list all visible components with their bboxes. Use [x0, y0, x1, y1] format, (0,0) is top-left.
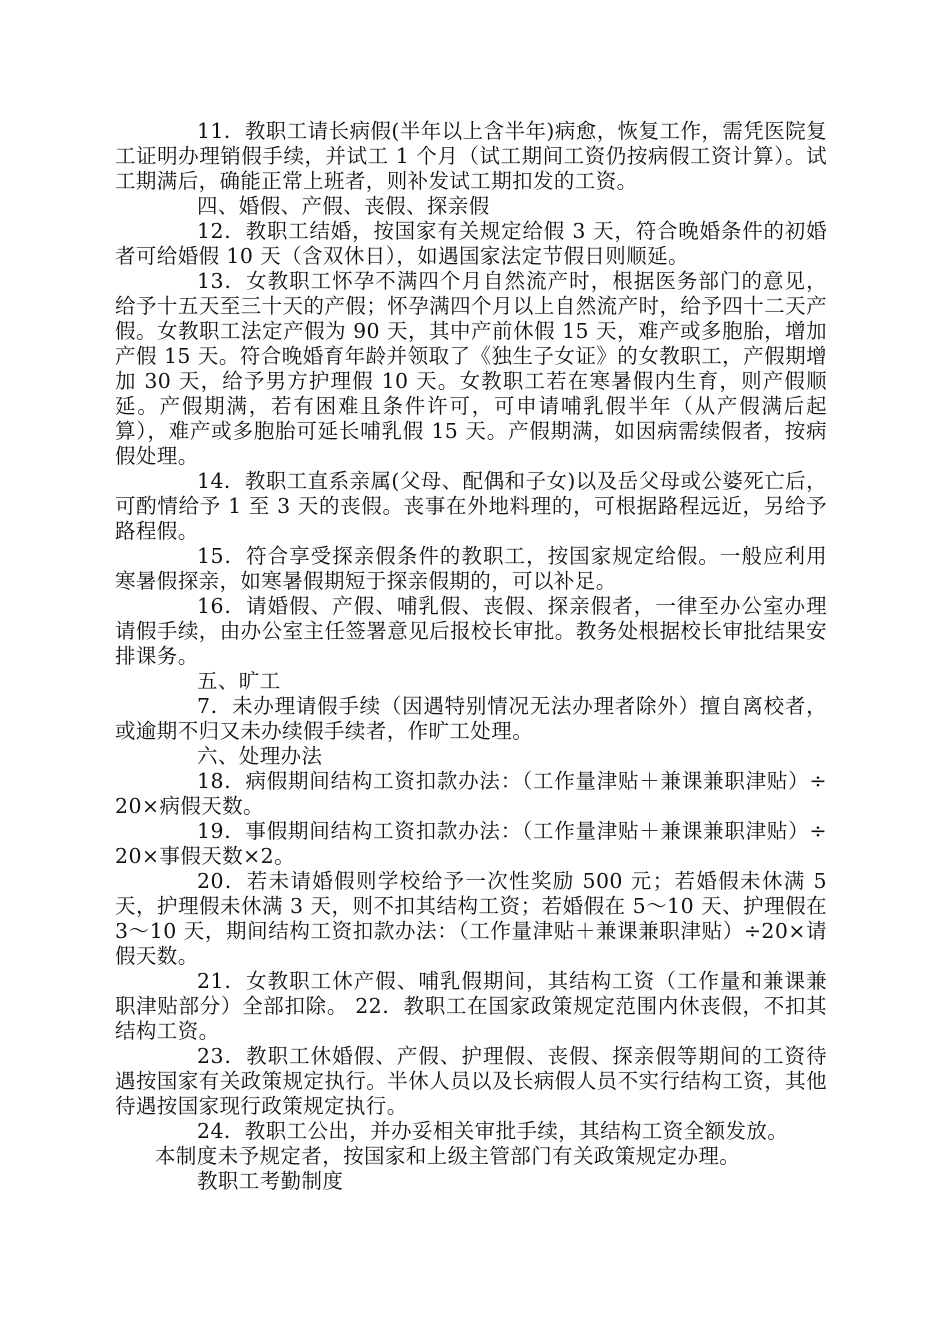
paragraph-23: 23．教职工休婚假、产假、护理假、丧假、探亲假等期间的工资待遇按国家有关政策规定执行。半休人员以及长病假人员不实行结构工资，其他待遇按国家现行政策规定执行。 [115, 1044, 827, 1118]
paragraph-16: 16．请婚假、产假、哺乳假、丧假、探亲假者，一律至办公室办理请假手续，由办公室主任签署意见后报校长审批。教务处根据校长审批结果安排课务。 [115, 594, 827, 668]
closing-note: 本制度未予规定者，按国家和上级主管部门有关政策规定办理。 [155, 1144, 741, 1168]
paragraph-13: 13．女教职工怀孕不满四个月自然流产时，根据医务部门的意见，给予十五天至三十天的产假；怀孕满四个月以上自然流产时，给予四十二天产假。女教职工法定产假为 90 天，其中产前休假 15 天，难产或多胞胎，增加产假 15 天。符合晚婚育年龄并领取了《独生子女证》的女教职工，产假期增加 30 天，给予男方护理假 10 天。女教职工若在寒暑假内生育，则产假顺延。产假期满，若有困难且条件许可，可申请哺乳假半年（从产假满后起算），难产或多胞胎可延长哺乳假 15 天。产假期满，如因病需续假者，按病假处理。 [115, 269, 827, 468]
paragraph-24: 24．教职工公出，并办妥相关审批手续，其结构工资全额发放。 [197, 1119, 789, 1143]
paragraph-7: 7．未办理请假手续（因遇特别情况无法办理者除外）擅自离校者，或逾期不归又未办续假手续者，作旷工处理。 [115, 694, 827, 743]
section-heading-leave: 四、婚假、产假、丧假、探亲假 [197, 194, 490, 218]
paragraph-15: 15．符合享受探亲假条件的教职工，按国家规定给假。一般应利用寒暑假探亲，如寒暑假期短于探亲假期的，可以补足。 [115, 544, 827, 593]
section-heading-absence: 五、旷工 [197, 669, 281, 693]
document-page [115, 119, 827, 1194]
paragraph-11: 11．教职工请长病假(半年以上含半年)病愈，恢复工作，需凭医院复工证明办理销假手续，并试工 1 个月（试工期间工资仍按病假工资计算）。试工期满后，确能正常上班者，则补发试工期扣发的工资。 [115, 119, 827, 193]
paragraph-12: 12．教职工结婚，按国家有关规定给假 3 天，符合晚婚条件的初婚者可给婚假 10 天（含双休日），如遇国家法定节假日则顺延。 [115, 219, 827, 268]
paragraph-20: 20．若未请婚假则学校给予一次性奖励 500 元；若婚假未休满 5 天，护理假未休满 3 天，则不扣其结构工资；若婚假在 5～10 天、护理假在 3～10 天，期间结构工资扣款办法：（工作量津贴＋兼课兼职津贴）÷20×请假天数。 [115, 869, 827, 968]
paragraph-21-22: 21．女教职工休产假、哺乳假期间，其结构工资（工作量和兼课兼职津贴部分）全部扣除。 22．教职工在国家政策规定范围内休丧假，不扣其结构工资。 [115, 969, 827, 1043]
section-heading-handling: 六、处理办法 [197, 744, 323, 768]
paragraph-18: 18．病假期间结构工资扣款办法：（工作量津贴＋兼课兼职津贴）÷20×病假天数。 [115, 769, 827, 818]
paragraph-14: 14．教职工直系亲属(父母、配偶和子女)以及岳父母或公婆死亡后，可酌情给予 1 至 3 天的丧假。丧事在外地料理的，可根据路程远近，另给予路程假。 [115, 469, 827, 543]
paragraph-19: 19．事假期间结构工资扣款办法：（工作量津贴＋兼课兼职津贴）÷20×事假天数×2。 [115, 819, 827, 868]
next-section-title: 教职工考勤制度 [197, 1169, 344, 1193]
